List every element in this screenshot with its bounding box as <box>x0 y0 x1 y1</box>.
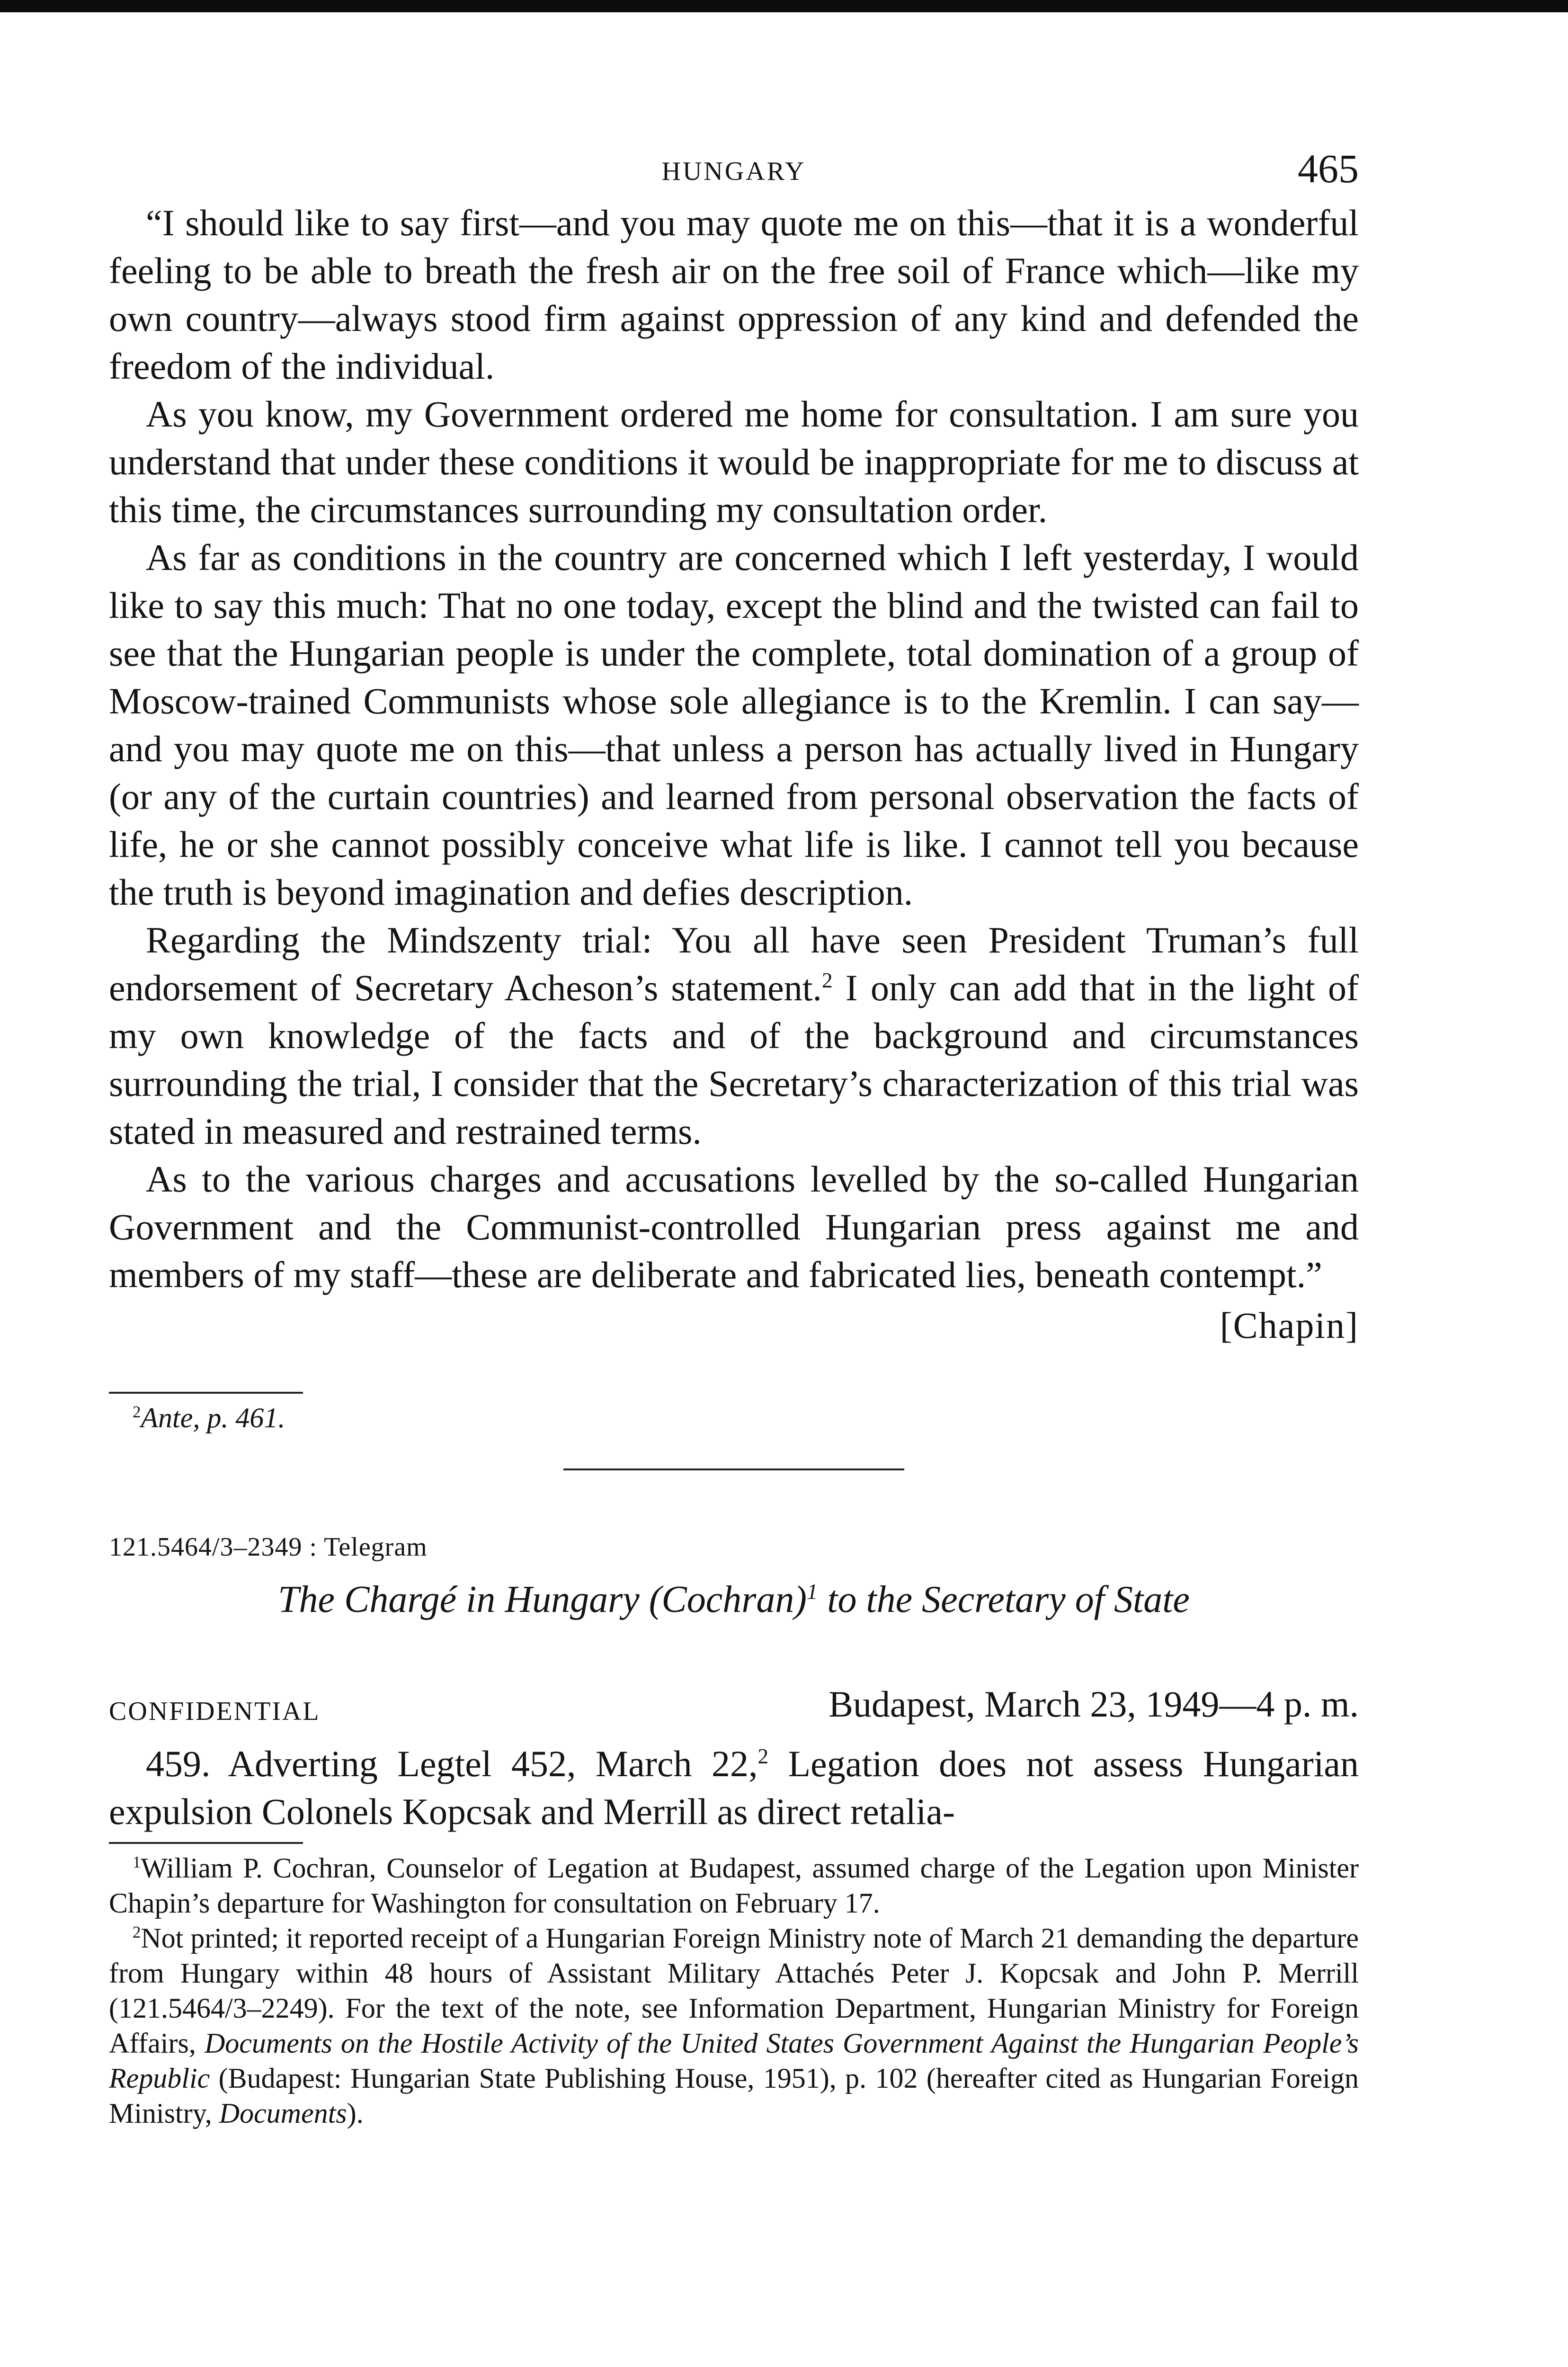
telegram-opening-before: 459. Adverting Legtel 452, March 22, <box>146 1743 758 1784</box>
top-border-rule <box>0 0 1568 12</box>
footnote-text: Not printed; it reported receipt of a Hungarian Foreign Ministry note of March 21 demanding the departure from Hungary within 48 hours of Assistant Military Attachés Peter J. Kopcsak and John P. Merrill (121.5464/3–2249). For the text of the note, see Information Department, Hungarian Ministry for Foreign Affairs, <box>109 1922 1359 2059</box>
footnote-rule <box>109 1392 303 1394</box>
running-head-title: HUNGARY <box>661 157 806 186</box>
signature: [Chapin] <box>1220 1305 1359 1346</box>
page-number: 465 <box>1298 146 1359 191</box>
footnote-1 <box>109 1851 1359 1921</box>
document-page <box>109 142 1359 2131</box>
heading-footnote-ref: 1 <box>807 1580 818 1604</box>
telegram-opening-after: Legation does not assess Hungarian expulsion Colonels Kopcsak and Merrill as direct retalia- <box>109 1743 1359 1832</box>
classification-line <box>109 1683 1359 1735</box>
footnote-ante-text: Ante, p. 461. <box>141 1402 285 1433</box>
classification: CONFIDENTIAL <box>109 1697 321 1726</box>
heading-suffix: to the Secretary of State <box>818 1579 1190 1620</box>
telegram-footnote-ref: 2 <box>757 1744 769 1768</box>
running-head <box>109 142 1359 199</box>
footnote-title: Documents on the Hostile Activity of the United States Government Against the Hungarian People’s Republic <box>109 2028 1359 2094</box>
footnote-rule <box>109 1842 303 1844</box>
mindszenty-text-after: I only can add that in the light of my own knowledge of the facts and of the background and circumstances surrounding the trial, I consider that the Secretary’s characterization of this trial was stated in measured and restrained terms. <box>109 967 1359 1152</box>
statement-paragraph-3: As far as conditions in the country are concerned which I left yesterday, I would like to say this much: That no one today, except the blind and the twisted can fail to see that the Hungarian people is under the complete, total domination of a group of Moscow-trained Communists whose sole allegiance is to the Kremlin. I can say—and you may quote me on this—that unless a person has actually lived in Hungary (or any of the curtain countries) and learned from personal observation the facts of life, he or she cannot possibly conceive what life is like. I cannot tell you because the truth is beyond imagination and defies description. <box>109 537 1359 913</box>
footnote-mark: 2 <box>133 1403 141 1421</box>
document-heading <box>109 1578 1359 1621</box>
footnote-text: ). <box>347 2098 364 2129</box>
section-divider <box>563 1468 904 1470</box>
statement-paragraph-1: “I should like to say first—and you may quote me on this—that it is a wonderful feeling to be able to breath the fresh air on the free soil of France which—like my own country—always stood firm against oppression of any kind and defended the freedom of the individual. <box>109 202 1359 387</box>
statement-paragraph-2: As you know, my Government ordered me home for consultation. I am sure you understand that under these conditions it would be inappropriate for me to discuss at this time, the circumstances surrounding my consultation order. <box>109 393 1359 530</box>
footnote-short-title: Documents <box>219 2098 347 2129</box>
mindszenty-text-before: Regarding the Mindszenty trial: You all have seen President Truman’s full endorsement of Secretary Acheson’s statement. <box>109 919 1359 1008</box>
footnote-2 <box>109 1921 1359 2131</box>
statement-text <box>109 199 1359 1299</box>
telegram-paragraph <box>109 1740 1359 1835</box>
statement-paragraph-5: As to the various charges and accusations levelled by the so-called Hungarian Government and the Communist-controlled Hungarian press against me and members of my staff—these are deliberate and fabricated lies, beneath contempt.” <box>109 1158 1359 1295</box>
footnotes <box>109 1851 1359 2131</box>
dateline: Budapest, March 23, 1949—4 p. m. <box>828 1683 1359 1725</box>
footnote-mark: 2 <box>133 1923 141 1941</box>
footnote-text: (Budapest: Hungarian State Publishing House, 1951), p. 102 (hereafter cited as Hungarian Foreign Ministry, <box>109 2063 1359 2129</box>
footnote-mark: 1 <box>133 1853 141 1871</box>
footnote-ante <box>109 1400 1359 1435</box>
footnote-text: William P. Cochran, Counselor of Legation at Budapest, assumed charge of the Legation upon Minister Chapin’s departure for Washington for consultation on February 17. <box>109 1852 1359 1919</box>
statement-paragraph-4 <box>109 916 1359 1155</box>
file-reference: 121.5464/3–2349 : Telegram <box>109 1532 428 1562</box>
heading-text: The Chargé in Hungary (Cochran) <box>278 1579 807 1620</box>
footnote-ref-2: 2 <box>821 969 833 992</box>
telegram-text <box>109 1740 1359 1835</box>
